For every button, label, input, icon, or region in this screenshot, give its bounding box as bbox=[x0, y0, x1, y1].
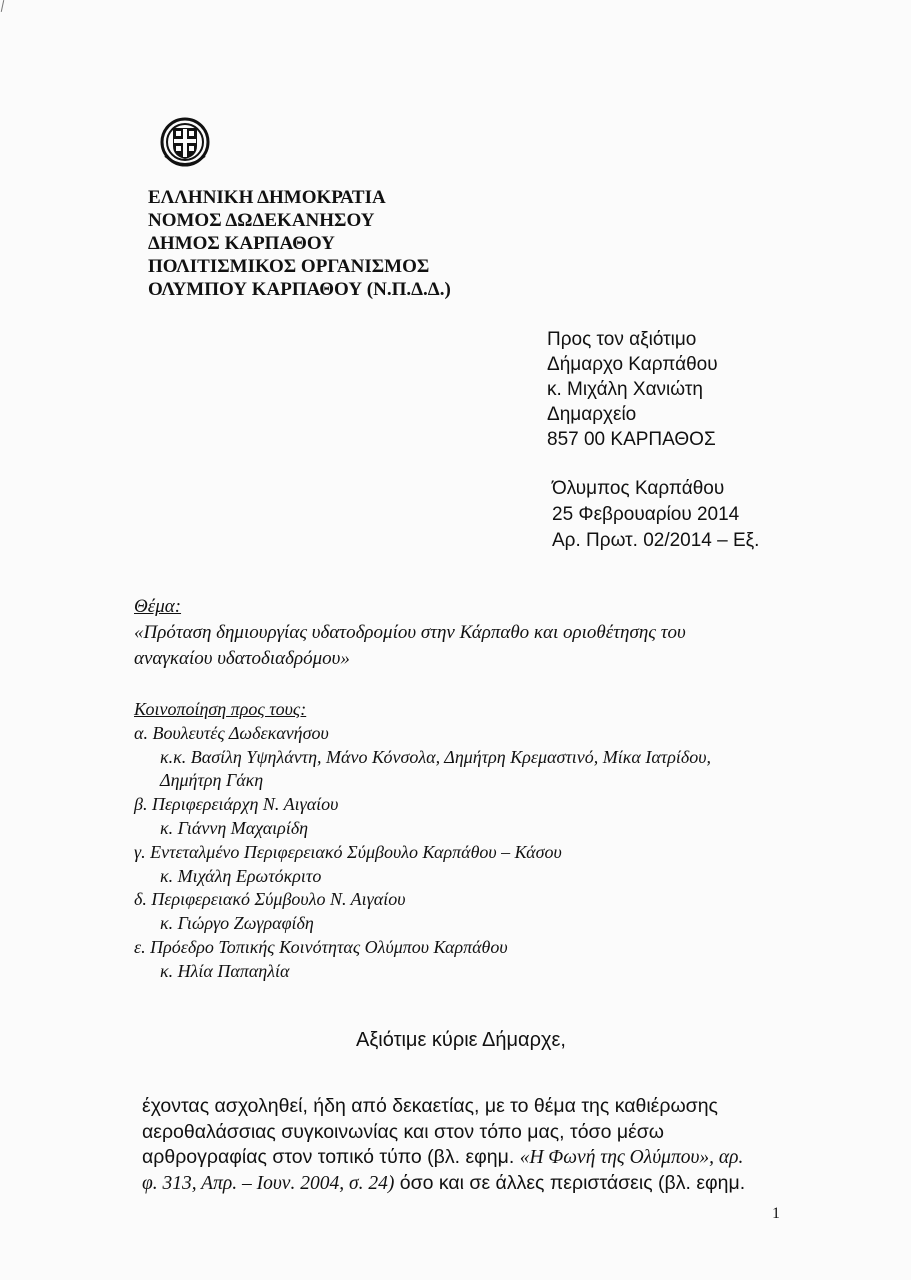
body-text: αρθρογραφίας στον τοπικό τύπο (βλ. εφημ. bbox=[142, 1146, 520, 1168]
org-line: ΝΟΜΟΣ ΔΩΔΕΚΑΝΗΣΟΥ bbox=[148, 210, 375, 231]
recipient-line: Δήμαρχο Καρπάθου bbox=[547, 354, 718, 375]
letter-body bbox=[142, 1094, 822, 1196]
notification-line: κ. Γιώργο Ζωγραφίδη bbox=[160, 913, 314, 934]
recipient-line: κ. Μιχάλη Χανιώτη bbox=[547, 379, 703, 400]
body-citation: φ. 313, Απρ. – Ιουν. 2004, σ. 24) bbox=[142, 1172, 395, 1194]
notification-line: Δημήτρη Γάκη bbox=[160, 770, 264, 791]
org-line: ΠΟΛΙΤΙΣΜΙΚΟΣ ΟΡΓΑΝΙΣΜΟΣ bbox=[148, 256, 430, 277]
subject-text-line: αναγκαίου υδατοδιαδρόμου» bbox=[134, 648, 350, 669]
recipient-line: 857 00 ΚΑΡΠΑΘΟΣ bbox=[547, 429, 716, 450]
notification-line: β. Περιφερειάρχη Ν. Αιγαίου bbox=[134, 794, 339, 815]
body-line: αεροθαλάσσιας συγκοινωνίας και στον τόπο μας, τόσο μέσω bbox=[142, 1120, 665, 1143]
org-line: ΕΛΛΗΝΙΚΗ ΔΗΜΟΚΡΑΤΙΑ bbox=[148, 187, 386, 208]
body-line: έχοντας ασχοληθεί, ήδη από δεκαετίας, με το θέμα της καθιέρωσης bbox=[142, 1095, 718, 1117]
letter-meta bbox=[552, 476, 759, 554]
notification-line: κ. Μιχάλη Ερωτόκριτο bbox=[160, 865, 322, 886]
protocol-number: Αρ. Πρωτ. 02/2014 – Εξ. bbox=[552, 530, 760, 551]
recipient-line: Προς τον αξιότιμο bbox=[547, 329, 697, 350]
subject-block bbox=[134, 594, 814, 672]
notification-line: ε. Πρόεδρο Τοπικής Κοινότητας Ολύμπου Καρπάθου bbox=[134, 936, 508, 957]
letter-place: Όλυμπος Καρπάθου bbox=[552, 478, 725, 499]
notification-line: κ. Ηλία Παπαηλία bbox=[160, 960, 290, 981]
issuing-organization bbox=[148, 186, 451, 301]
notification-line: κ. Γιάννη Μαχαιρίδη bbox=[160, 817, 309, 838]
salutation: Αξιότιμε κύριε Δήμαρχε, bbox=[356, 1029, 566, 1051]
body-citation: «Η Φωνή της Ολύμπου», αρ. bbox=[519, 1147, 744, 1168]
recipient-address bbox=[547, 327, 718, 452]
greek-coat-of-arms-icon bbox=[160, 112, 210, 172]
letter-date: 25 Φεβρουαρίου 2014 bbox=[552, 504, 740, 525]
scan-mark bbox=[1, 0, 4, 12]
body-text: όσο και σε άλλες περιστάσεις (βλ. εφημ. bbox=[394, 1171, 746, 1194]
body-line bbox=[142, 1145, 822, 1171]
body-line bbox=[142, 1171, 822, 1197]
org-line: ΟΛΥΜΠΟΥ ΚΑΡΠΑΘΟΥ (Ν.Π.Δ.Δ.) bbox=[148, 279, 451, 300]
page-number: 1 bbox=[772, 1205, 780, 1222]
recipient-line: Δημαρχείο bbox=[547, 404, 637, 425]
org-line: ΔΗΜΟΣ ΚΑΡΠΑΘΟΥ bbox=[148, 233, 335, 254]
notification-line: α. Βουλευτές Δωδεκανήσου bbox=[134, 722, 329, 743]
notification-line: δ. Περιφερειακό Σύμβουλο Ν. Αιγαίου bbox=[134, 889, 406, 910]
notification-list bbox=[134, 698, 834, 984]
notification-label: Κοινοποίηση προς τους: bbox=[134, 699, 307, 719]
notification-line: κ.κ. Βασίλη Υψηλάντη, Μάνο Κόνσολα, Δημήτρη Κρεμαστινό, Μίκα Ιατρίδου, bbox=[160, 746, 711, 767]
subject-text-line: «Πρόταση δημιουργίας υδατοδρομίου στην Κάρπαθο και οριοθέτησης του bbox=[134, 622, 686, 643]
subject-label: Θέμα: bbox=[134, 596, 182, 617]
notification-line: γ. Εντεταλμένο Περιφερειακό Σύμβουλο Καρπάθου – Κάσου bbox=[134, 841, 562, 862]
